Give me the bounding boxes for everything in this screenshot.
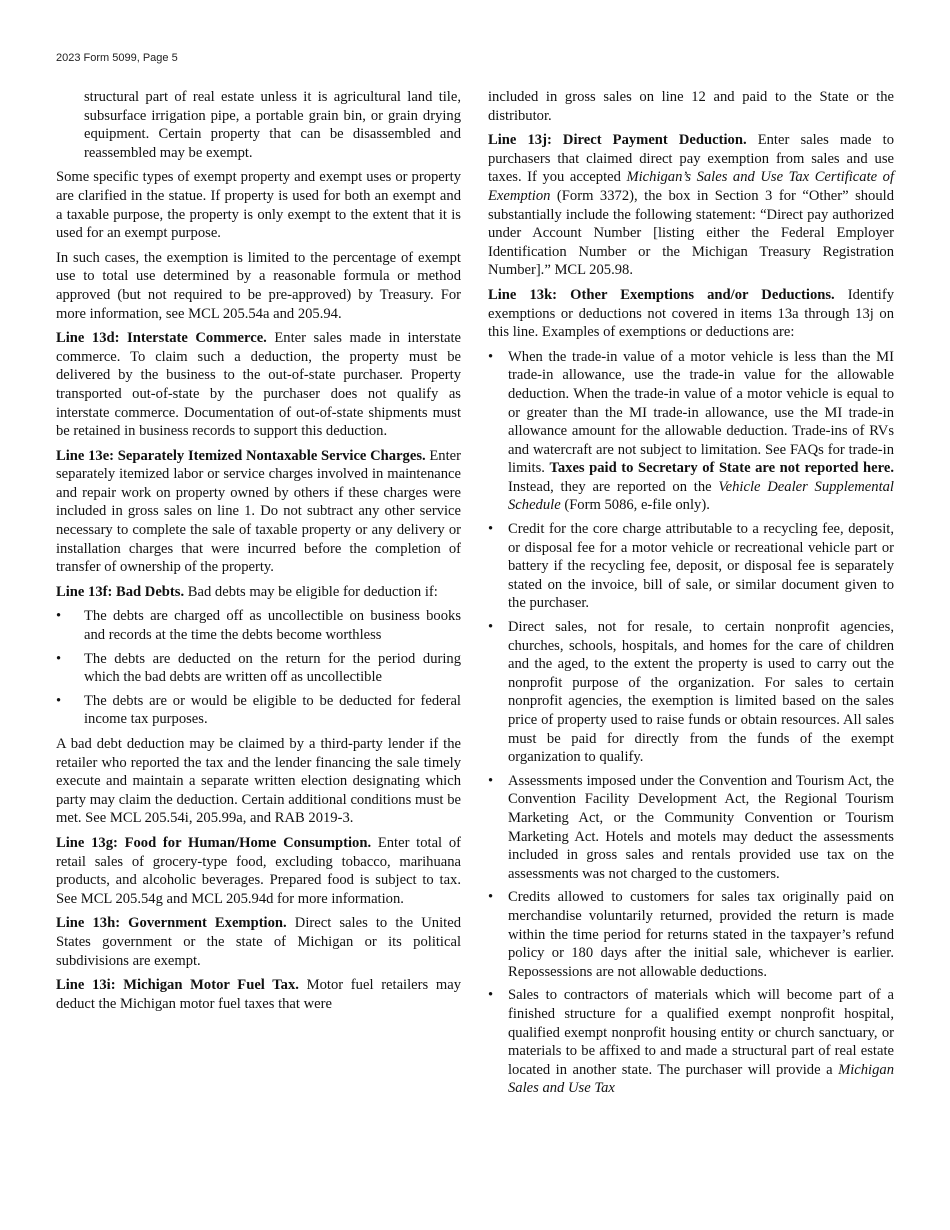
line-13j-heading: Line 13j: Direct Payment Deduction. [488,132,747,149]
line-13f-section [56,583,461,602]
right-column [488,88,894,1104]
form-5086-title: Vehicle Dealer Supplemental Schedule [508,478,894,514]
form-3372-title: Michigan’s Sales and Use Tax Certificate of Exemption [488,169,895,204]
exempt-property-paragraph: Some specific types of exempt property and exempt uses or property are clarified in the statue. If property is used for both an exempt and a taxable purpose, the property is only exempt to the extent that it is used for an exempt purpose. [56,169,461,242]
line-13i-section [56,976,461,1013]
list-item-contractors [488,986,894,1098]
line-13d-section [56,329,461,441]
line-13i-continued: included in gross sales on line 12 and paid to the State or the distributor. [488,89,894,124]
trade-in-text-cont: Instead, they are reported on the [508,478,719,495]
list-item-trade-in [488,348,894,515]
page-header: 2023 Form 5099, Page 5 [56,52,178,64]
line-13e-heading: Line 13e: Separately Itemized Nontaxable Service Charges. [56,447,426,464]
other-exemptions-list [488,348,894,1098]
line-13j-text: Enter sales made to purchasers that claimed direct pay exemption from sales and use taxes. If you accepted [488,132,894,186]
line-13d-text: Enter sales made in interstate commerce. To claim such a deduction, the property must be delivered by the business to the out-of-state purchaser. Property transported out-of-state by the purchaser does not qualify as interstate commerce. Documentation of out-of-state shipments must be retained in business records to support this deduction. [56,330,462,440]
continued-paragraph: structural part of real estate unless it is agricultural land tile, subsurface irrigation pipe, a portable grain bin, or grain drying equipment. Certain property that can be disassembled and reassembled may be exempt. [84,89,461,161]
line-13i-text: Motor fuel retailers may deduct the Michigan motor fuel taxes that were [56,977,462,1012]
line-13k-heading: Line 13k: Other Exemptions and/or Deductions. [488,286,835,303]
line-13j-section [488,131,894,280]
line-13j-text-cont: (Form 3372), the box in Section 3 for “Other” should substantially include the following statement: “Direct pay authorized under Account Number [listing either the Federal Employer Identification Number or the Michigan Treasury Registration Number].” MCL 205.98. [488,187,894,279]
exempt-use-paragraph: In such cases, the exemption is limited to the percentage of exempt use to total use determined by a reasonable formula or method approved (but not required to be pre-approved) by Treasury. For more information, see MCL 205.54a and 205.94. [56,249,461,322]
list-item-returns: • Credits allowed to customers for sales tax originally paid on merchandise voluntarily returned, provided the return is made within the time period for returns stated in the taxpayer’s refund policy or 180 days after the initial sale, whichever is earlier. Repossessions are not allowable deductions. [488,888,894,981]
contractors-text: Sales to contractors of materials which will become part of a finished structure for a qualified exempt nonprofit hospital, qualified exempt nonprofit housing entity or church sanctuary, or materials to be affixed to and made a structural part of real estate located in another state. The purchaser will provide a [508,987,894,1078]
list-item: • The debts are deducted on the return for the period during which the bad debts are written off as uncollectible [56,650,461,687]
trade-in-text-end: (Form 5086, e-file only). [560,497,710,514]
line-13e-section [56,447,461,577]
line-13g-heading: Line 13g: Food for Human/Home Consumption. [56,834,372,851]
line-13h-text: Direct sales to the United States government or the state of Michigan or its political subdivisions are exempt. [56,915,461,969]
line-13i-heading: Line 13i: Michigan Motor Fuel Tax. [56,977,299,994]
sales-use-tax-title: Michigan Sales and Use Tax [508,1061,894,1097]
trade-in-bold-note: Taxes paid to Secretary of State are not reported here. [549,460,894,477]
list-item: • The debts are charged off as uncollectible on business books and records at the time the debts become worthless [56,607,461,644]
bad-debt-conditions-list [56,607,461,729]
trade-in-text: When the trade-in value of a motor vehicle is less than the MI trade-in allowance, use the trade-in value for the allowable deduction. When the trade-in value of a motor vehicle is equal to or greater than the MI trade-in allowance, use the MI trade-in allowance amount for the allowable deduction. Trade-ins of RVs and watercraft are not subject to limitation. See FAQs for trade-in limits. [508,348,894,477]
line-13e-text: Enter separately itemized labor or service charges involved in maintenance and repair work on property owned by others if these charges were included in gross sales on line 1. Do not subtract any other service necessary to complete the sale of taxable property or any delivery or installation charges that were incurred before the completion of transfer of ownership of the property. [56,447,461,576]
list-item-nonprofit: • Direct sales, not for resale, to certain nonprofit agencies, churches, schools, hospitals, and homes for the care of children and the aged, to the extent the property is used to carry out the nonprofit purpose of the organization. For sales to certain nonprofit agencies, the exemption is limited based on the sales price of property used to raise funds or obtain resources. All sales must be paid for directly from the funds of the exempt organization to qualify. [488,618,894,767]
list-item-assessments: • Assessments imposed under the Convention and Tourism Act, the Convention Facility Development Act, the Regional Tourism Marketing Act, or the Community Convention or Tourism Marketing Act. Hotels and motels may deduct the assessments included in gross sales and rentals provided use tax on the assessments was not charged to the customers. [488,772,894,884]
line-13k-text: Identify exemptions or deductions not covered in items 13a through 13j on this line. Examples of exemptions or deductions are: [488,286,894,341]
line-13h-section [56,914,461,970]
line-13g-section [56,834,461,908]
list-item-core-charge: • Credit for the core charge attributable to a recycling fee, deposit, or disposal fee for a motor vehicle or recreational vehicle part or battery if the recycling fee, deposit, or disposal fee is separately stated on the invoice, bill of sale, or similar document given to the purchaser. [488,520,894,613]
left-column [56,88,461,1013]
list-item: • The debts are or would be eligible to be deducted for federal income tax purposes. [56,692,461,729]
line-13g-text: Enter total of retail sales of grocery-type food, excluding tobacco, marihuana products, and alcoholic beverages. Prepared food is subject to tax. See MCL 205.54g and MCL 205.94d for more information. [56,834,461,907]
line-13h-heading: Line 13h: Government Exemption. [56,915,287,932]
line-13k-section [488,286,894,342]
line-13f-heading: Line 13f: Bad Debts. [56,583,185,600]
bad-debt-lender-paragraph: A bad debt deduction may be claimed by a third-party lender if the retailer who reported the tax and the lender financing the sale timely execute and maintain a separate written election designating which party may claim the deduction. Certain additional conditions must be met. See MCL 205.54i, 205.99a, and RAB 2019-3. [56,736,461,827]
line-13d-heading: Line 13d: Interstate Commerce. [56,330,267,347]
line-13f-text: Bad debts may be eligible for deduction if: [184,583,438,600]
